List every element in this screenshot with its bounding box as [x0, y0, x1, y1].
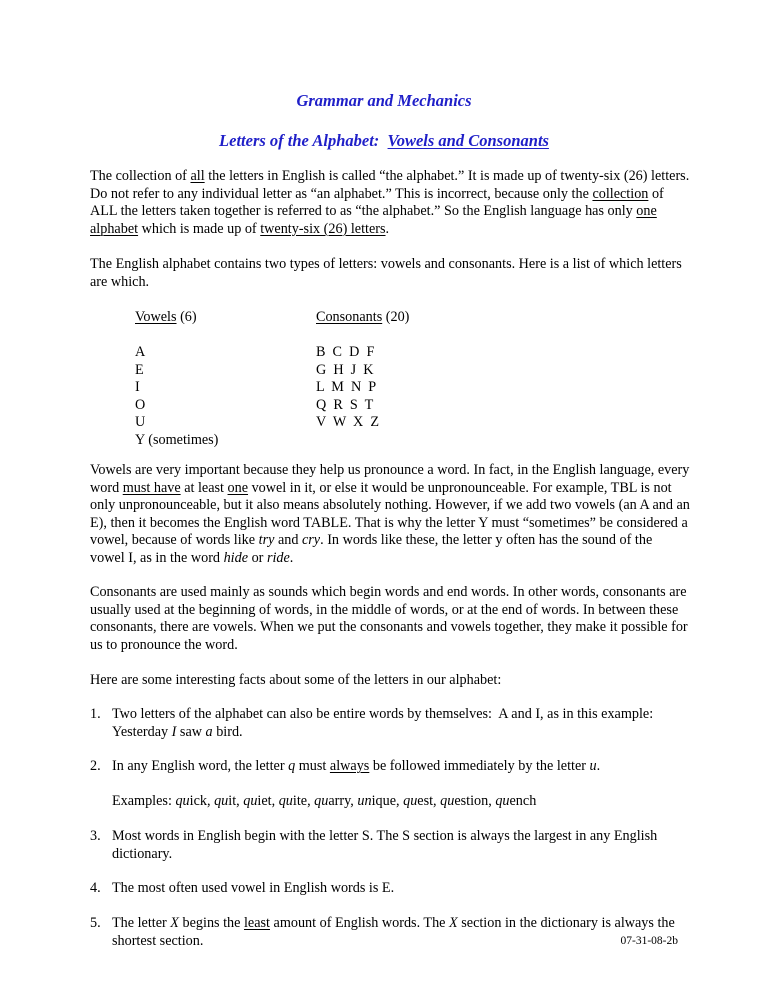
example-word-italic-part: qu: [243, 793, 258, 809]
italic-text: I: [171, 723, 177, 740]
footer-code: 07-31-08-2b: [620, 935, 678, 947]
example-word: [243, 793, 271, 809]
text-run: The letter: [112, 915, 171, 931]
example-word-italic-part: qu: [175, 793, 190, 809]
italic-text: q: [288, 758, 296, 774]
example-word: [495, 793, 536, 809]
example-word: [214, 793, 236, 809]
underlined-text: one alphabet: [90, 203, 657, 237]
underlined-text: one: [227, 479, 249, 496]
example-word-italic-part: qu: [495, 793, 510, 809]
paragraph-consonants: Consonants are used mainly as sounds which begin words and end words. In other words, consonants are usually used at the beginning of words, in the middle of words, or at the end of words. In between these consonants, there are vowels. When we put the consonants and vowels together, they make it possible for us to pronounce the word.: [90, 584, 688, 653]
text-run: the letters in English is called “the alphabet.” It is made up of twenty-six (26) letters. Do not refer to any individual letter as “an alphabet.” This is incorrect, because only the: [90, 168, 690, 202]
underlined-text: always: [329, 758, 370, 774]
example-word-rest: ite: [292, 793, 308, 809]
paragraph-alphabet-definition: [90, 168, 690, 238]
text-run: amount of English words. The: [269, 915, 450, 931]
consonant-row: B C D F: [316, 344, 375, 360]
italic-text: X: [449, 915, 458, 931]
text-run: .: [289, 549, 294, 566]
text-run: must: [295, 758, 330, 774]
subtitle-underlined: Vowels and Consonants: [387, 131, 549, 150]
italic-text: hide: [223, 549, 249, 566]
italic-text: u: [589, 758, 597, 774]
text-run: of ALL the letters taken together is referred to as “the alphabet.” So the English language has only: [90, 185, 664, 219]
text-run: at least: [180, 479, 228, 496]
example-word-rest: ick: [189, 793, 207, 809]
vowel-item: O: [135, 396, 146, 413]
example-word-rest: ique: [371, 793, 396, 809]
underlined-text: collection: [592, 185, 649, 202]
consonants-heading: [316, 309, 516, 327]
example-word-rest: est: [417, 793, 434, 809]
text-run: The collection of: [90, 168, 191, 184]
list-number: 4.: [90, 880, 101, 896]
vowels-heading-label: Vowels: [135, 309, 177, 325]
italic-text: X: [170, 915, 179, 931]
text-run: begins the: [178, 915, 244, 931]
fact-text: [112, 758, 690, 776]
paragraph-letter-types: The English alphabet contains two types of letters: vowels and consonants. Here is a list of which letters are which.: [90, 256, 682, 290]
text-run: be followed immediately by the letter: [369, 758, 590, 774]
consonants-count: (20): [382, 309, 410, 325]
example-word-rest: ench: [509, 793, 537, 809]
vowels-heading: [135, 309, 305, 327]
example-word: [279, 793, 307, 809]
text-run: Two letters of the alphabet can also be entire words by themselves: A and I, as in this example: Yesterday: [112, 706, 667, 740]
consonants-heading-label: Consonants: [316, 309, 383, 325]
vowel-item: A: [135, 344, 146, 360]
italic-text: try: [258, 532, 275, 548]
example-word: [440, 793, 488, 809]
example-word-italic-part: qu: [440, 793, 455, 809]
paragraph-facts-intro: Here are some interesting facts about some of the letters in our alphabet:: [90, 672, 502, 688]
italic-text: cry: [301, 532, 321, 548]
text-run: In any English word, the letter: [112, 758, 289, 774]
italic-text: ride: [266, 549, 290, 566]
example-word: [314, 793, 350, 809]
text-run: .: [385, 220, 390, 237]
text-run: and: [274, 532, 302, 548]
example-word: [357, 793, 396, 809]
consonants-column: [316, 309, 516, 432]
underlined-text: all: [190, 168, 205, 184]
text-run: saw: [176, 723, 206, 740]
example-word-rest: it: [228, 793, 237, 809]
text-run: . In words like these, the letter y often has the sound of the vowel I, as in the word: [90, 532, 653, 566]
fact-text: [112, 915, 690, 950]
paragraph-vowels: [90, 462, 690, 567]
text-run: which is made up of: [138, 220, 261, 237]
fact-text: The most often used vowel in English words is E.: [112, 880, 395, 896]
vowels-count: (6): [176, 309, 197, 325]
example-word-italic-part: qu: [214, 793, 229, 809]
list-number: 1.: [90, 706, 101, 722]
examples-label: Examples:: [112, 793, 176, 809]
example-word-rest: arry: [328, 793, 351, 809]
text-run: bird.: [212, 723, 243, 740]
vowel-item: I: [135, 379, 140, 395]
document-subtitle: [0, 131, 768, 151]
example-word: [403, 793, 433, 809]
consonant-row: L M N P: [316, 379, 377, 395]
vowel-item: Y (sometimes): [135, 431, 219, 448]
consonant-row: Q R S T: [316, 396, 374, 413]
vowel-item: U: [135, 414, 146, 430]
example-word-italic-part: un: [357, 793, 372, 809]
fact-text: [112, 706, 690, 741]
example-word-rest: iet: [257, 793, 272, 809]
list-number: 2.: [90, 758, 101, 774]
list-number: 3.: [90, 828, 101, 844]
vowel-item: E: [135, 361, 144, 378]
vowels-column: [135, 309, 305, 449]
underlined-text: must have: [122, 479, 181, 496]
underlined-text: twenty-six (26) letters: [260, 220, 386, 237]
consonant-row: V W X Z: [316, 414, 380, 430]
example-word-rest: estion: [454, 793, 489, 809]
example-word-italic-part: qu: [278, 793, 293, 809]
fact-text: Most words in English begin with the letter S. The S section is always the largest in any English dictionary.: [112, 828, 658, 862]
subtitle-prefix: Letters of the Alphabet:: [219, 131, 388, 150]
text-run: Vowels are very important because they help us pronounce a word. In fact, in the English language, every word: [90, 462, 690, 496]
text-run: section in the dictionary is always the shortest section.: [112, 915, 675, 949]
example-word: [175, 793, 207, 809]
example-word-italic-part: qu: [314, 793, 329, 809]
example-word-italic-part: qu: [403, 793, 418, 809]
document-title: Grammar and Mechanics: [296, 91, 472, 110]
text-run: vowel in it, or else it would be unpronounceable. For example, TBL is not only unpronounceable, but it also means absolutely nothing. However, if we add two vowels (an A and an E), then it becomes the English word TABLE. That is why the letter Y must “sometimes” be considered a vowel, because of words like: [90, 479, 690, 548]
underlined-text: least: [243, 915, 270, 931]
list-number: 5.: [90, 915, 101, 931]
italic-text: a: [205, 723, 213, 740]
consonant-row: G H J K: [316, 361, 374, 378]
document-page: Grammar and Mechanics Letters of the Alphabet: Vowels and Consonants The collection of all the letters in English is called “the alphabet.” It is made up of twenty-six (26) letters. Do not refer to any individual letter as “an alphabet.” This is incorrect, because only the collection of ALL the letters taken together is referred to as “the alphabet.” So the English language has only one alphabet which is made up of twenty-six (26) letters. The English alphabet contains two types of letters: vowels and consonants. Here is a list of which letters are which. Vowels (6) A E I O U Y (sometimes) Consonants (20) B C D F G H J K L M N P Q R S T V W X Z Vowels are very important because they help us pronounce a word. In fact, in the English language, every word must have at least one vowel in it, or else it would be unpronounceable. For example, TBL is not only unpronounceable, but it also means absolutely nothing. However, if we add two vowels (an A and an E), then it becomes the English word TABLE. That is why the letter Y must “sometimes” be considered a vowel, because of words like try and cry. In words like these, the letter y often has the sound of the vowel I, as in the word hide or ride. Consonants are used mainly as sounds which begin words and end words. In other words, consonants are usually used at the beginning of words, in the middle of words, or at the end of words. In between these consonants, there are vowels. When we put the consonants and vowels together, they make it possible for us to pronounce the word. Here are some interesting facts about some of the letters in our alphabet: 1. Two letters of the alphabet can also be entire words by themselves: A and I, as in this example: Yesterday I saw a bird. 2. In any English word, the letter q must always be followed immediately by the letter u. Examples: quick, quit, quiet, quite, quarry, unique, quest, question, quench 3. Most words in English begin with the letter S. The S section is always the largest in any English dictionary. 4. The most often used vowel in English words is E. 5. The letter X begins the least amount of English words. The X section in the dictionary is always the shortest section. 07-31-08-2b: [0, 0, 768, 994]
text-run: .: [596, 758, 601, 774]
text-run: or: [248, 549, 267, 566]
